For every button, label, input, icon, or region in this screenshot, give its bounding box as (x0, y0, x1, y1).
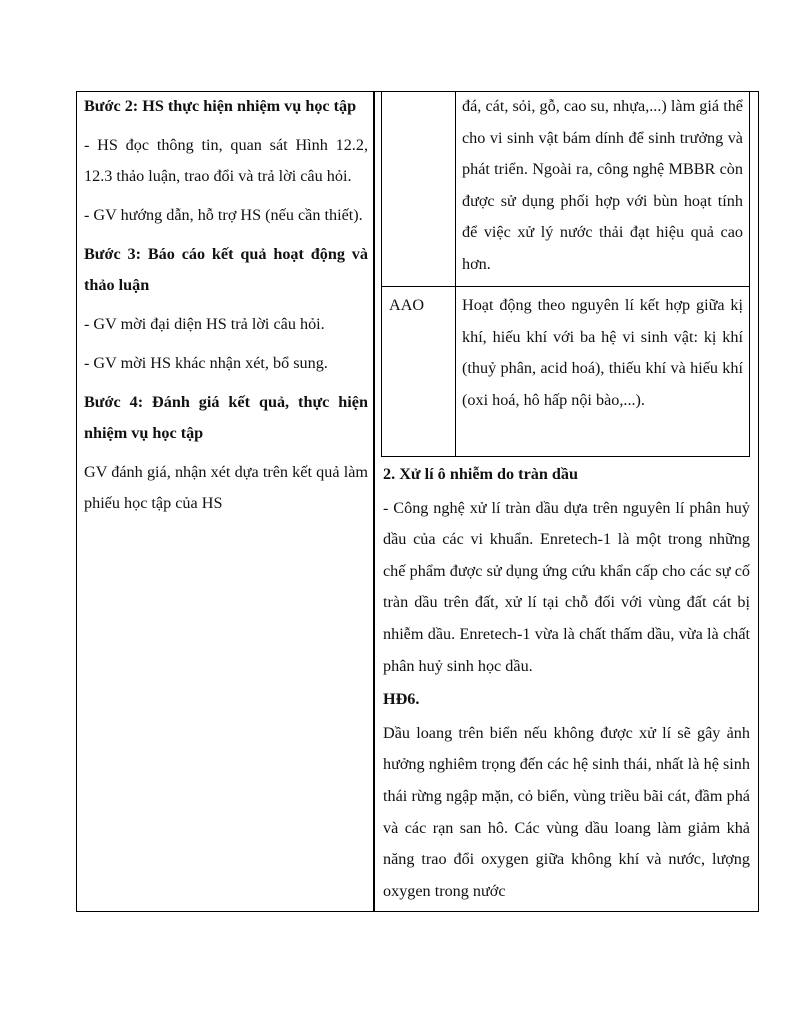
step2-line-2: - GV hướng dẫn, hỗ trợ HS (nếu cần thiết). (84, 206, 363, 224)
step4-line-1: GV đánh giá, nhận xét dựa trên kết quả làm phiếu học tập của HS (84, 463, 368, 512)
technology-table-column-line (455, 91, 456, 457)
step3-line-2: - GV mời HS khác nhận xét, bổ sung. (84, 354, 328, 372)
hd6-heading: HĐ6. (383, 690, 420, 709)
step2-heading: Bước 2: HS thực hiện nhiệm vụ học tập (84, 97, 357, 115)
right-column-text (383, 457, 750, 907)
step2-line-1: - HS đọc thông tin, quan sát Hình 12.2, 12.3 thảo luận, trao đổi và trả lời câu hỏi. (84, 136, 368, 185)
step3-line-1: - GV mời đại diện HS trả lời câu hỏi. (84, 315, 325, 333)
mbbr-description-cell: đá, cát, sỏi, gỗ, cao su, nhựa,...) làm giá thể cho vi sinh vật bám dính để sinh trưởng và phát triển. Ngoài ra, công nghệ MBBR còn được sử dụng phối hợp với bùn hoạt tính để việc xử lý nước thải đạt hiệu quả cao hơn. (462, 97, 743, 273)
section2-body: - Công nghệ xử lí tràn dầu dựa trên nguyên lí phân huỷ dầu của các vi khuẩn. Enretech-1 là một trong những chế phẩm được sử dụng ứng cứu khẩn cấp cho các sự cố tràn dầu trên đất, xử lí tại chỗ đối với vùng đất cát bị nhiễm dầu. Enretech-1 vừa là chất thấm dầu, vừa là chất phân huỷ sinh học dầu. (383, 498, 750, 675)
left-column (84, 91, 368, 519)
aao-name-cell: AAO (389, 296, 425, 314)
aao-description-cell: Hoạt động theo nguyên lí kết hợp giữa kị khí, hiếu khí với ba hệ vi sinh vật: kị khí (thuỷ phân, acid hoá), thiếu khí và hiếu khí (oxi hoá, hô hấp nội bào,...). (462, 296, 743, 409)
technology-table-row-line (381, 286, 750, 287)
step4-heading: Bước 4: Đánh giá kết quả, thực hiện nhiệm vụ học tập (84, 393, 368, 442)
step3-heading: Bước 3: Báo cáo kết quả hoạt động và thảo luận (84, 245, 368, 294)
hd6-body: Dầu loang trên biển nếu không được xử lí sẽ gây ảnh hưởng nghiêm trọng đến các hệ sinh thái, nhất là hệ sinh thái rừng ngập mặn, cỏ biển, vùng triều bãi cát, đầm phá và các rạn san hô. Các vùng dầu loang làm giảm khả năng trao đổi oxygen giữa không khí và nước, lượng oxygen trong nước (383, 723, 750, 900)
column-divider (373, 91, 375, 912)
section2-heading: 2. Xử lí ô nhiễm do tràn dầu (383, 465, 579, 483)
